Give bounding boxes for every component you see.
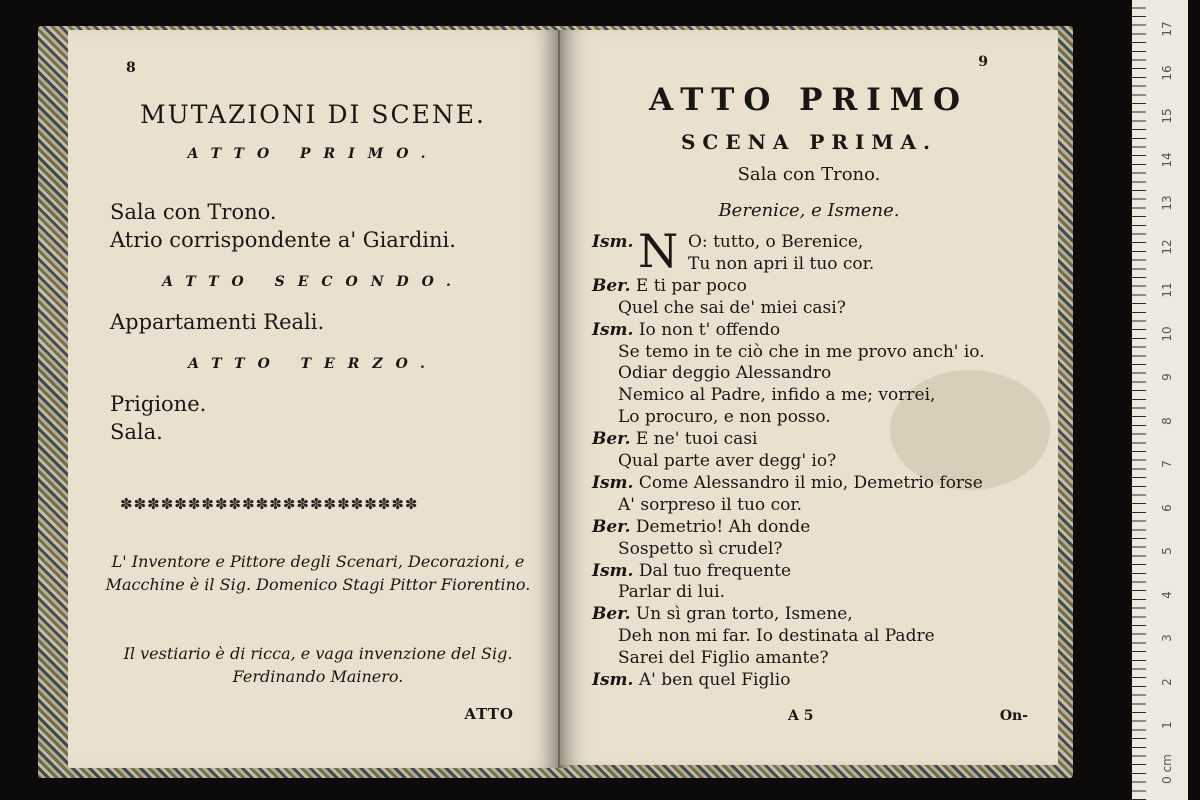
dialogue-line [592, 276, 747, 296]
ruler-label: 13 [1160, 195, 1174, 211]
catchword: ATTO [464, 705, 514, 723]
ruler-label: 3 [1160, 634, 1174, 642]
ruler-label: 6 [1160, 503, 1174, 512]
line-text: Parlar di lui. [618, 582, 725, 603]
credit-note: L' Inventore e Pittore degli Scenari, Decorazioni, e Macchine è il Sig. Domenico Stagi Pittor Fiorentino. [105, 552, 531, 594]
ruler-label: 14 [1160, 151, 1174, 168]
line-text: Nemico al Padre, infido a me; vorrei, [618, 385, 936, 406]
line-text: Io non t' offendo [638, 319, 781, 340]
dialogue-line [618, 385, 935, 405]
line-text: Sarei del Figlio amante? [618, 648, 829, 669]
scene-characters: Berenice, e Ismene. [718, 200, 900, 221]
ruler-label: 4 [1160, 590, 1174, 599]
line-text: A' sorpreso il tuo cor. [618, 494, 802, 515]
line-text: Qual parte aver degg' io? [618, 451, 837, 471]
dialogue-line [592, 604, 853, 624]
dialogue-line [592, 320, 780, 340]
ruler-label: 16 [1160, 64, 1174, 81]
speaker-label: Ism. [592, 232, 634, 252]
scene-item: Sala con Trono. [110, 200, 277, 224]
dialogue-line [592, 232, 864, 252]
act-heading: ATTO SECONDO. [162, 274, 464, 290]
line-text: Un sì gran torto, Ismene, [635, 604, 853, 625]
line-text: A' ben quel Figlio [638, 670, 791, 690]
ruler-label: 2 [1160, 677, 1174, 686]
line-text: O: tutto, o Berenice, [688, 232, 864, 252]
dialogue-line [592, 517, 810, 537]
act-heading: ATTO PRIMO. [187, 146, 439, 162]
speaker-label: Ber. [592, 275, 631, 296]
ruler-label: 7 [1160, 460, 1174, 468]
dialogue-line [618, 363, 831, 383]
line-text: Tu non apri il tuo cor. [688, 253, 875, 274]
dialogue-line [688, 254, 874, 274]
line-text: Deh non mi far. Io destinata al Padre [618, 626, 935, 647]
act-heading: ATTO TERZO. [188, 356, 438, 372]
ruler-label: 10 [1160, 325, 1174, 342]
dialogue-line [592, 561, 791, 581]
page-number: 8 [126, 60, 136, 76]
scene-setting: Sala con Trono. [737, 164, 881, 185]
left-page [68, 30, 558, 768]
page-number: 9 [978, 54, 988, 70]
speaker-label: Ism. [592, 560, 634, 581]
scene-item: Appartamenti Reali. [110, 310, 325, 334]
line-text: Se temo in te ciò che in me provo anch' io. [618, 341, 985, 362]
line-text: E ne' tuoi casi [635, 429, 758, 450]
page-title: MUTAZIONI DI SCENE. [140, 100, 486, 129]
line-text: Come Alessandro il mio, Demetrio forse [638, 472, 983, 493]
speaker-label: Ber. [592, 429, 631, 450]
line-text: Odiar deggio Alessandro [618, 363, 832, 384]
line-text: Sospetto sì crudel? [618, 538, 783, 559]
ruler-label: 15 [1160, 108, 1174, 124]
drop-cap: N [638, 224, 679, 278]
dialogue-line [618, 582, 725, 602]
dialogue-line [618, 648, 829, 668]
ornament-divider: ✽✽✽✽✽✽✽✽✽✽✽✽✽✽✽✽✽✽✽✽✽✽ [120, 495, 419, 513]
dialogue-line [618, 407, 831, 427]
line-text: Dal tuo frequente [638, 560, 792, 581]
ruler-label: 12 [1160, 238, 1174, 255]
scene-item: Sala. [110, 420, 163, 444]
dialogue-line [592, 473, 983, 493]
dialogue-line [618, 626, 935, 646]
speaker-label: Ber. [592, 604, 631, 625]
act-title: ATTO PRIMO [648, 82, 970, 118]
speaker-label: Ism. [592, 319, 634, 340]
dialogue-line [618, 298, 846, 318]
ruler-label: 9 [1160, 373, 1174, 381]
catchword: On- [999, 708, 1028, 724]
dialogue-line [618, 539, 783, 559]
speaker-label: Ism. [592, 670, 634, 690]
line-text: Lo procuro, e non posso. [618, 407, 831, 428]
scene-title: SCENA PRIMA. [680, 130, 937, 154]
ruler-label: 1 [1160, 721, 1174, 729]
measuring-ruler [1132, 0, 1188, 800]
line-text: Demetrio! Ah donde [635, 516, 811, 537]
line-text: Quel che sai de' miei casi? [618, 297, 846, 318]
scene-item: Prigione. [110, 392, 207, 416]
ruler-ticks [1132, 0, 1146, 800]
ruler-label: 0 cm [1160, 753, 1174, 784]
scene-item: Atrio corrispondente a' Giardini. [110, 228, 456, 252]
dialogue-line [618, 451, 836, 471]
dialogue-line [592, 429, 757, 449]
ruler-label: 5 [1160, 547, 1174, 555]
ruler-label: 17 [1160, 21, 1174, 37]
credit-note: Il vestiario è di ricca, e vaga invenzione del Sig. Ferdinando Mainero. [123, 644, 513, 686]
dialogue-line [618, 342, 985, 362]
signature-mark: A 5 [788, 708, 814, 724]
right-page [560, 30, 1058, 765]
ruler-label: 8 [1160, 416, 1174, 425]
ruler-label: 11 [1160, 282, 1174, 298]
speaker-label: Ism. [592, 472, 634, 493]
dialogue-line [592, 670, 790, 690]
line-text: E ti par poco [635, 275, 747, 296]
speaker-label: Ber. [592, 516, 631, 537]
dialogue-line [618, 495, 802, 515]
